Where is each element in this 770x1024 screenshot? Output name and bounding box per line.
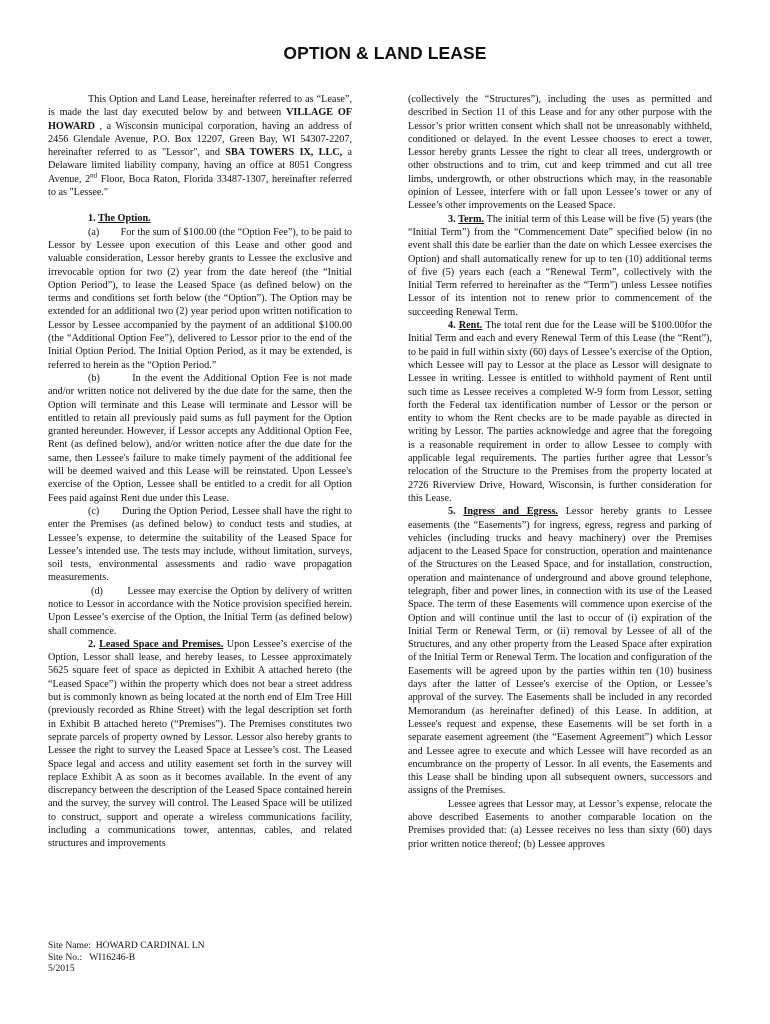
footer-date: 5/2015 <box>48 963 75 975</box>
section-1b: (b) In the event the Additional Option Fee is not made and/or written notice not delivered by the due date for the same, then the Option will terminate and this Lease will terminate and Lessor will be entitled to retain all previously paid sums as full payment for the Option granted hereunder. However, if Lessor accepts any Additional Option Fee, Rent (as defined below), and/or written notice after the due date for the same, then Lessee's failure to make timely payment of the additional fee will be deemed waived and this Lease will be reinstated. Upon Lessee's exercise of the Option, Lessee shall be entitled to a credit for all Option Fees paid against Rent due under this Lease. <box>48 372 352 504</box>
section-3-title: Term. <box>458 213 485 225</box>
section-3: 3. Term. The initial term of this Lease will be five (5) years (the “Initial Term”) from the “Commencement Date” specified below (in no event shall this date be earlier than the date on which Lessee exercises the Option) and shall automatically renew for up to ten (10) additional terms of five (5) years each (each a “Renewal Term”, collectively with the Initial Term referred to hereinafter as the “Term”) unless Lessee notifies Lessor of its intention not to renew prior to commencement of the succeeding Renewal Term. <box>408 213 712 318</box>
section-4: 4. Rent. The total rent due for the Lease will be $100.00for the Initial Term and each and every Renewal Term of this Lease (the “Rent”), to be paid in full within sixty (60) days of Lessee’s exercise of the Option, which Lessee will pay to Lessor at the place as Lessor will designate to Lessee in writing. Lessee is entitled to withhold payment of Rent until such time as Lessee receives a completed W-9 form from Lessor, setting forth the Federal tax identification number of Lessor or the person or entity to whom the Rent checks are to be made payable as directed in writing by Lessor. The parties acknowledge and agree that the foregoing is a reasonable requirement in order to allow Lessee to comply with applicable legal requirements. The parties further agree that Lessor’s relocation of the Structure to the Premises from the property located at 2726 Riverview Drive, Howard, Wisconsin, is further consideration for this Lease. <box>408 320 712 504</box>
section-4-title: Rent. <box>458 320 483 332</box>
section-1d: (d) Lessee may exercise the Option by delivery of written notice to Lessor in accordance with the Notice provision specified herein. Upon Lessee’s exercise of the Option, the Initial Term (as defined below) shall commence. <box>48 585 352 637</box>
lessor-name: VILLAGE OF HOWARD <box>48 107 352 132</box>
footer-site-number: Site No.: WI16246-B <box>48 951 136 963</box>
section-2: 2. Leased Space and Premises. Upon Lessee’s exercise of the Option, Lessor shall lease, and hereby leases, to Lessee approximately 5625 square feet of space as depicted in Exhibit A attached hereto (the “Leased Space”) within the property which does not bear a street address but is commonly known as being located at the north end of Elm Tree Hill (previously recorded as Rhine Street) with the legal description set forth in Exhibit B attached hereto (“Premises”). The Premises constitutes two seprate parcels of property owned by Lessor. Lessor also hereby grants to Lessee the right to survey the Leased Space at Lessee’s cost. The Leased Space legal and access and utility easement set forth in the survey will replace Exhibit A as soon as it becomes available. In the event of any discrepancy between the description of the Leased Space contained herein and the survey, the survey will control. The Leased Space will be utilized to construct, support and operate a wireless communications facility, including a communications tower, antennas, cables, and related structures and improvements <box>48 638 352 850</box>
lessee-name: SBA TOWERS IX, LLC, <box>225 147 343 159</box>
footer <box>48 940 205 975</box>
left-column <box>48 93 352 901</box>
section-5: 5. Ingress and Egress. Lessor hereby grants to Lessee easements (the “Easements”) for ingress, egress, regress and parking of vehicles (including trucks and heavy machinery) over the Premises adjacent to the Leased Space for construction, operation and maintenance of the Structures on the Leased Space, and for installation, construction, operation and maintenance of underground and above ground telephone, telegraph, fiber and power lines, in connection with its use of the Leased Space. The term of these Easements will commence upon exercise of the Option and will continue until the last to occur of (i) expiration of the Initial Term or Renewal Term, or (ii) removal by Lessee of all of the Structures, and any other property from the Leased Space after expiration of the Initial Term or Renewal Term. The location and configuration of the Easements will be agreed upon by the parties within ten (10) business days after the latter of Lessee's exercise of the Option, or Lessee’s approval of the survey. The Easements shall be included in any recorded Memorandum (as hereinafter defined) of this Lease. In addition, at Lessee's request and expense, these Easements will be set forth in a separate easement agreement (the “Easement Agreement”) which Lessor and Lessee agree to execute and which Lessee will have recorded as an encumbrance on the property of Lessor. In all events, the Easements and this Lease shall be binding upon all subsequent owners, successors and assigns of the Premises. <box>408 506 712 797</box>
section-1c: (c) During the Option Period, Lessee shall have the right to enter the Premises (as defined below) to conduct tests and studies, at Lessee’s expense, to determine the suitability of the Leased Space for Lessee’s intended use. The tests may include, without limitation, surveys, soil tests, environmental assessments and radio wave propagation measurements. <box>48 505 352 584</box>
section-1-heading: 1. The Option. <box>88 213 151 225</box>
section-5-paragraph-2: Lessee agrees that Lessor may, at Lessor’s expense, relocate the above described Easements to another comparable location on the Premises provided that: (a) Lessee receives no less than sixty (60) days prior written notice thereof; (b) Lessee approves <box>408 798 712 850</box>
section-5-title: Ingress and Egress. <box>463 506 558 518</box>
intro-paragraph: This Option and Land Lease, hereinafter referred to as “Lease”, is made the last day executed below by and between VILLAGE OF HOWARD , a Wisconsin municipal corporation, having an address of 2456 Glendale Avenue, P.O. Box 12207, Green Bay, WI 54307-2207, hereinafter referred to as "Lessor", and SBA TOWERS IX, LLC, a Delaware limited liability company, having an office at 8051 Congress Avenue, 2nd Floor, Boca Raton, Florida 33487-1307, hereinafter referred to as "Lessee." <box>48 94 352 199</box>
section-2-title: Leased Space and Premises. <box>99 638 224 650</box>
right-column <box>408 93 712 901</box>
document-title: OPTION & LAND LEASE <box>283 43 487 63</box>
section-1a: (a) For the sum of $100.00 (the “Option Fee”), to be paid to Lessor by Lessee upon execution of this Lease and other good and valuable consideration, Lessor hereby grants to Lessee the exclusive and irrevocable option for two (2) year from the date hereof (the “Initial Option Period”), to lease the Leased Space (as defined below) on the terms and conditions set forth below (the “Option”). The Option may be extended for an additional two (2) year period upon written notification to Lessor by Lessee accompanied by the payment of an additional $100.00 (the “Additional Option Fee”), delivered to Lessor prior to the end of the Initial Option Period. The Initial Option Period, as it may be extended, is referred to herein as the “Option Period.” <box>48 226 352 371</box>
section-2-continued: (collectively the “Structures”), including the uses as permitted and described in Section 11 of this Lease and for any other purpose with the Lessor’s prior written consent which shall not be unreasonably withheld, conditioned or delayed. In the event Lessee chooses to erect a tower, Lessor hereby grants Lessee the right to clear all trees, undergrowth or other obstructions and to trim, cut and keep trimmed and cut all tree limbs, undergrowth, or other obstructions which may, in the reasonable opinion of Lessee, interfere with or fall upon Lessee’s tower or any of Lessee’s other improvements on the Leased Space. <box>408 94 712 212</box>
footer-site-name: Site Name: HOWARD CARDINAL LN <box>48 940 205 951</box>
